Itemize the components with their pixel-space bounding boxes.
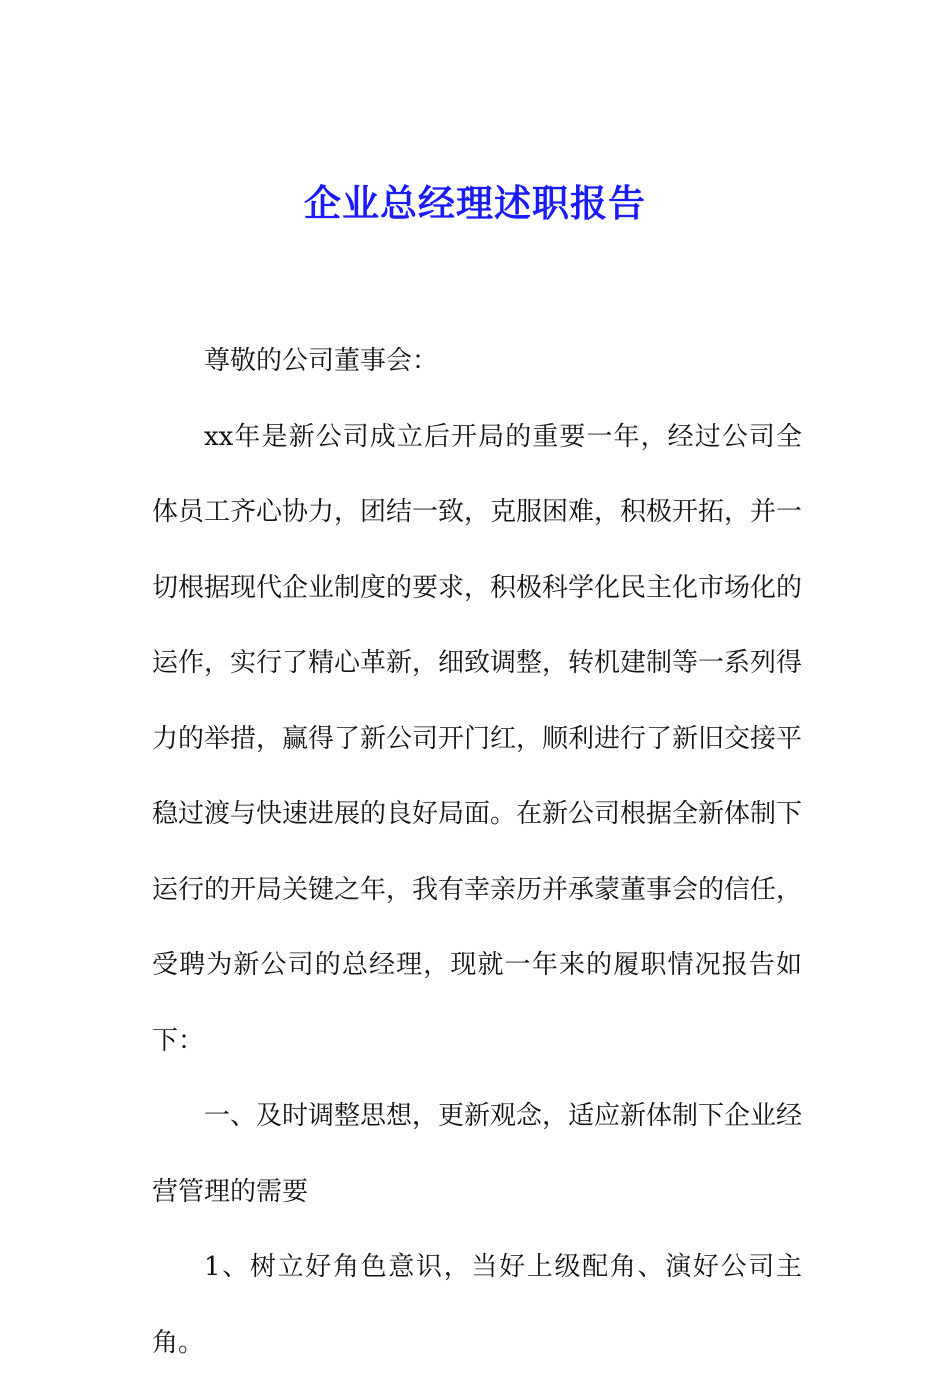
document-title: 企业总经理述职报告: [304, 181, 646, 225]
intro-paragraph: xx年是新公司成立后开局的重要一年，经过公司全体员工齐心协力，团结一致，克服困难，积极开拓，并一切根据现代企业制度的要求，积极科学化民主化市场化的运作，实行了精心革新，细致调整，转机建制等一系列得力的举措，赢得了新公司开门红，顺利进行了新旧交接平稳过渡与快速进展的良好局面。在新公司根据全新体制下运行的开局关键之年，我有幸亲历并承蒙董事会的信任，受聘为新公司的总经理，现就一年来的履职情况报告如下：: [152, 421, 803, 1056]
section-heading-1: 一、及时调整思想，更新观念，适应新体制下企业经营管理的需要: [152, 1101, 803, 1207]
subsection-heading-1: 1、树立好角色意识，当好上级配角、演好公司主角。: [152, 1252, 802, 1358]
salutation-paragraph: 尊敬的公司董事会：: [204, 346, 439, 376]
document-body: [152, 324, 802, 1381]
